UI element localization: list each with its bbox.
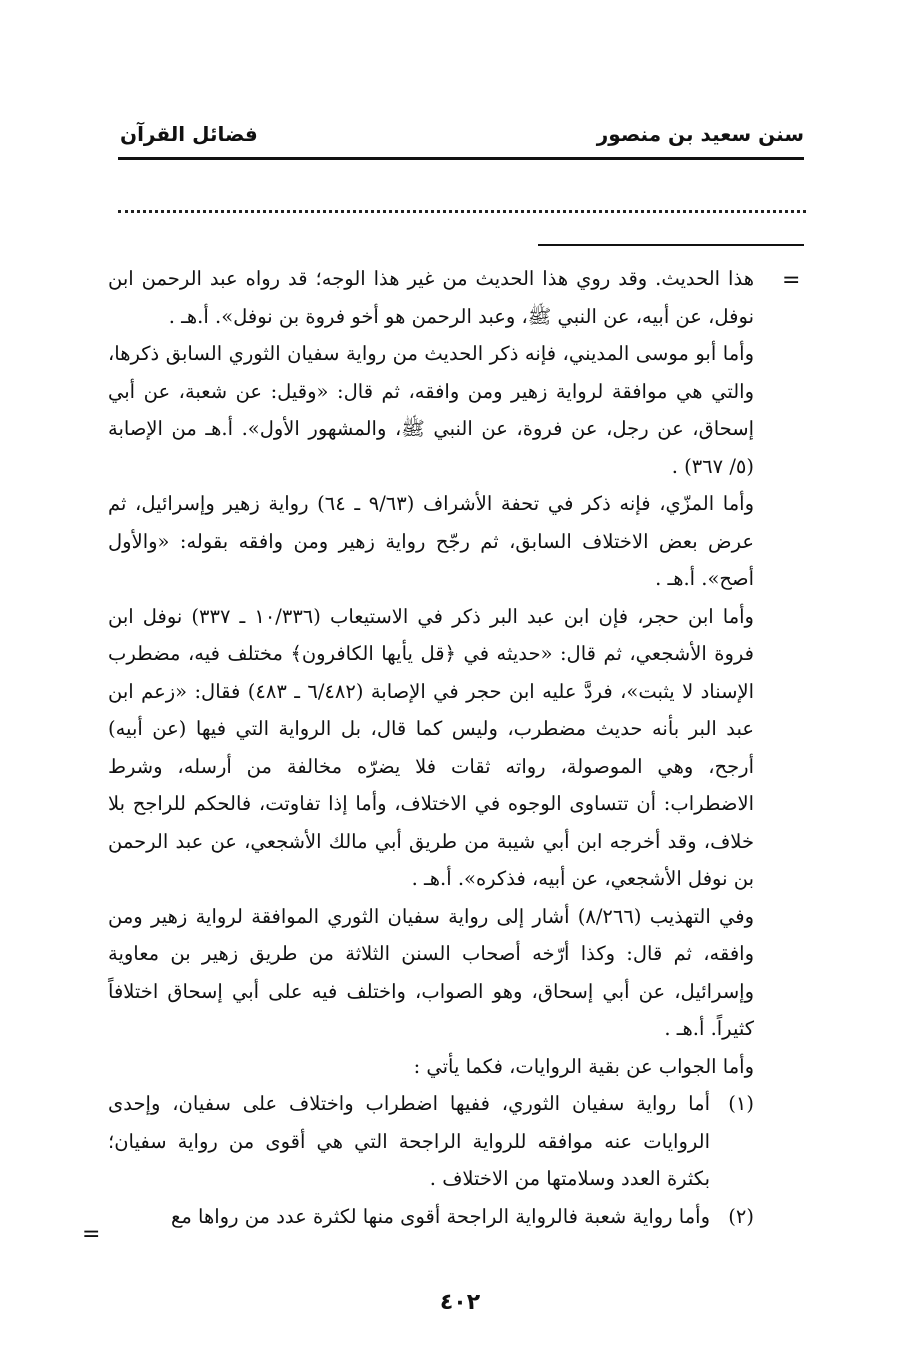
header-rule xyxy=(118,157,804,160)
list-item xyxy=(108,1085,754,1198)
footnote-rule xyxy=(538,244,804,246)
list-number: (١) xyxy=(728,1092,754,1115)
running-header xyxy=(120,114,804,154)
paragraph: وأما أبو موسى المديني، فإنه ذكر الحديث من رواية سفيان الثوري السابق ذكرها، والتي هي موافقة لرواية زهير ومن وافقه، ثم قال: «وقيل: عن شعبة، عن أبي إسحاق، عن رجل، عن فروة، عن النبي ﷺ، والمشهور الأول». أ.هـ من الإصابة (٥/ ٣٦٧) . xyxy=(108,342,754,478)
paragraph: وفي التهذيب (٨/٢٦٦) أشار إلى رواية سفيان الثوري الموافقة لرواية زهير ومن وافقه، ثم قال: وكذا أرّخه أصحاب السنن الثلاثة من طريق زهير بن معاوية وإسرائيل، عن أبي إسحاق، وهو الصواب، واختلف فيه على أبي إسحاق اختلافاً كثيراً. أ.هـ . xyxy=(108,904,754,1040)
list-number: (٢) xyxy=(728,1204,754,1228)
paragraph: وأما الجواب عن بقية الروايات، فكما يأتي : xyxy=(413,1054,754,1078)
paragraph: وأما ابن حجر، فإن ابن عبد البر ذكر في الاستيعاب (١٠/٣٣٦ ـ ٣٣٧) نوفل ابن فروة الأشجعي، ثم قال: «حديثه في ﴿قل يأيها الكافرون﴾ مختلف فيه، مضطرب الإسناد لا يثبت»، فردَّ عليه ابن حجر في الإصابة (٦/٤٨٢ ـ ٤٨٣) فقال: «زعم ابن عبد البر بأنه حديث مضطرب، وليس كما قال، بل الرواية التي فيها (عن أبيه) أرجح، وهي الموصولة، رواته ثقات فلا يضرّه مخالفة من أرسله، وشرط الاضطراب: أن تتساوى الوجوه في الاختلاف، وأما إذا تفاوتت، فالحكم للراجح بلا خلاف، وقد أخرجه ابن أبي شيبة من طريق أبي مالك الأشجعي، عن عبد الرحمن بن نوفل الأشجعي، عن أبيه، فذكره». أ.هـ . xyxy=(108,604,754,890)
footnote-text xyxy=(108,260,754,1235)
paragraph: هذا الحديث. وقد روي هذا الحديث من غير هذا الوجه؛ قد رواه عبد الرحمن ابن نوفل، عن أبيه، عن النبي ﷺ، وعبد الرحمن هو أخو فروة بن نوفل». أ.هـ . xyxy=(108,267,754,328)
continuation-mark-bottom: = xyxy=(82,1222,101,1247)
paragraph: وأما المزّي، فإنه ذكر في تحفة الأشراف (٩/٦٣ ـ ٦٤) رواية زهير وإسرائيل، ثم عرض بعض الاختلاف السابق، ثم رجّح رواية زهير ومن وافقه بقوله: «والأول أصح». أ.هـ . xyxy=(108,492,754,590)
list-text: أما رواية سفيان الثوري، ففيها اضطراب واختلاف على سفيان، وإحدى الروايات عنه موافقه للرواية الراجحة التي هي أقوى من رواية سفيان؛ بكثرة العدد وسلامتها من الاختلاف . xyxy=(108,1092,710,1190)
continuation-mark-top: = xyxy=(782,268,801,293)
section-title: فضائل القرآن xyxy=(120,122,258,146)
book-title: سنن سعيد بن منصور xyxy=(596,122,804,146)
list-text: وأما رواية شعبة فالرواية الراجحة أقوى منها لكثرة عدد من رواها مع xyxy=(171,1204,710,1228)
page-number: ٤٠٢ xyxy=(439,1290,481,1315)
list-item xyxy=(108,1198,754,1236)
dotted-separator xyxy=(118,210,806,213)
